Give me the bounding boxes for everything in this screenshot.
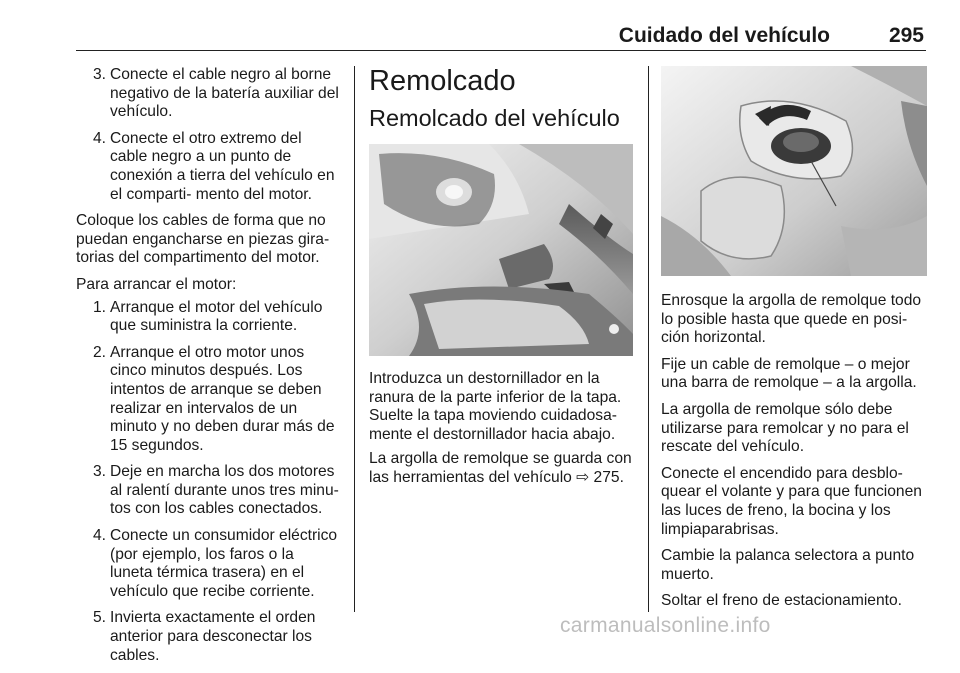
watermark: carmanualsonline.info — [560, 614, 771, 637]
column-divider-1 — [354, 66, 355, 612]
list-item — [86, 130, 340, 204]
step-number: 4. — [92, 527, 106, 545]
column-2 — [369, 64, 633, 496]
paragraph-ignition: Conecte el encendido para desblo- quear el volante y para que funcionen las luces de freno, la bocina y los limpiaparabrisas. — [661, 464, 922, 538]
paragraph-cables: Coloque los cables de forma que no puedan engancharse en piezas gira- torias del compartimento del motor. — [76, 212, 330, 267]
paragraph-neutral: Cambie la palanca selectora a punto muerto. — [661, 547, 915, 583]
list-item — [86, 527, 340, 601]
step-text: Conecte el cable negro al borne negativo de la batería auxiliar del vehículo. — [110, 66, 339, 121]
column-divider-2 — [648, 66, 649, 612]
paragraph-use-only: La argolla de remolque sólo debe utilizarse para remolcar y no para el rescate del vehículo. — [661, 400, 909, 456]
step-text: Arranque el motor del vehículo que suministra la corriente. — [110, 298, 323, 335]
step-text: Conecte el otro extremo del cable negro a un punto de conexión a tierra del vehículo en el comparti- mento del motor. — [110, 129, 335, 203]
step-number: 4. — [92, 129, 106, 147]
paragraph-screwdriver: Introduzca un destornillador en la ranura de la parte inferior de la tapa. Suelte la tapa moviendo cuidadosa- mente el destornillador hacia abajo. — [369, 370, 622, 443]
towing-eye-photo — [661, 66, 927, 276]
section-heading: Remolcado — [369, 65, 516, 97]
paragraph-screw-in: Enrosque la argolla de remolque todo lo posible hasta que quede en posi- ción horizontal. — [661, 292, 922, 347]
step-number: 1. — [92, 298, 106, 316]
column-1 — [76, 66, 340, 673]
list-item — [86, 609, 340, 665]
step-number: 3. — [92, 66, 106, 83]
header-rule — [76, 50, 926, 51]
step-number: 5. — [92, 609, 106, 627]
paragraph-attach-cable: Fije un cable de remolque – o mejor una barra de remolque – a la argolla. — [661, 355, 917, 392]
paragraph-start: Para arrancar el motor: — [76, 275, 237, 293]
step-number: 3. — [92, 463, 106, 481]
subsection-heading: Remolcado del vehículo — [369, 105, 620, 131]
list-item — [86, 66, 340, 122]
car-front-photo — [369, 144, 633, 356]
section-title: Cuidado del vehículo — [618, 24, 830, 47]
step-text: Conecte un consumidor eléctrico (por ejemplo, los faros o la luneta térmica trasera) en el vehículo que recibe corriente. — [110, 527, 338, 600]
step-number: 2. — [92, 343, 106, 361]
list-item — [86, 463, 340, 519]
step-text: Invierta exactamente el orden anterior para desconectar los cables. — [110, 609, 316, 664]
page-header — [76, 24, 926, 50]
step-text: Arranque el otro motor unos cinco minutos después. Los intentos de arranque se deben realizar en intervalos de un minuto y no deben durar más de 15 segundos. — [110, 343, 335, 454]
jumpstart-steps-a — [76, 66, 340, 204]
column-3 — [661, 66, 927, 619]
paragraph-parking-brake: Soltar el freno de estacionamiento. — [661, 592, 902, 610]
paragraph-towing-eye-storage: La argolla de remolque se guarda con las herramientas del vehículo ⇨ 275. — [369, 450, 632, 486]
page-number: 295 — [888, 24, 924, 47]
jumpstart-steps-b — [76, 299, 340, 666]
step-text: Deje en marcha los dos motores al ralentí durante unos tres minu- tos con los cables conectados. — [110, 463, 339, 518]
list-item — [86, 344, 340, 456]
list-item — [86, 299, 340, 336]
